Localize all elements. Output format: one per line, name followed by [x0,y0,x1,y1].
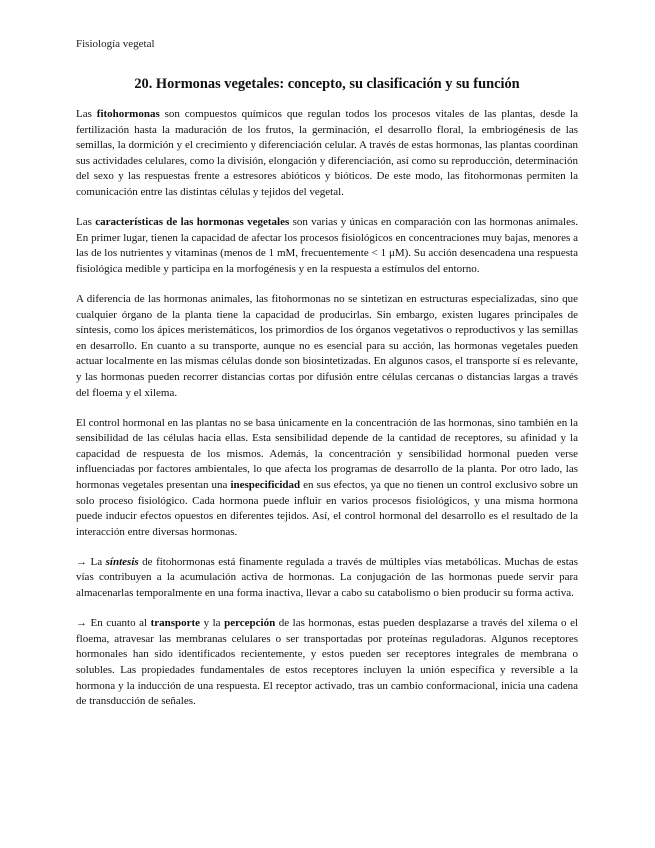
running-header: Fisiología vegetal [76,38,155,50]
bold-term-percepcion: percepción [224,617,276,630]
paragraph-text: A diferencia de las hormonas animales, las fitohormonas no se sintetizan en estructuras especializadas, sino que cualquier órgano de la planta tiene la capacidad de producirlas. Sin embargo, existen lugares principales de síntesis, como los ápices meristemáticos, los primordios de los órganos vegetativos o reproductivos y las semillas en desarrollo. En cuanto a su transporte, aunque no es esencial para su acción, las hormonas vegetales pueden actuar localmente en las mismas células donde son biosintetizadas. En algunos casos, el transporte sí es relevante, y las hormonas pueden recorrer distancias cortas por difusión entre células cercanas o distancias largas a través del floema y el xilema. [76,292,578,399]
bold-term-inespecificidad: inespecificidad [230,478,301,491]
bold-term-transporte: transporte [150,617,201,630]
paragraph-text: son varias y únicas en comparación con las hormonas animales. En primer lugar, tienen la capacidad de afectar los procesos fisiológicos en concentraciones muy bajas, menores a las de los nutrientes y vitaminas (menos de 1 mM, frecuentemente < 1 μM). Su acción desencadena una respuesta fisiológica medible y participa en la morfogénesis y en la respuesta a estímulos del entorno. [76,216,579,275]
paragraph-text: → La [76,555,106,568]
bold-term-sintesis: síntesis [105,555,139,568]
bold-term-fitohormonas: fitohormonas [96,108,160,120]
paragraph-text: → En cuanto al [76,617,151,630]
paragraph-transporte-percepcion [76,616,578,710]
paragraph-caracteristicas [76,215,578,277]
paragraph-sintesis-regulada [76,555,578,602]
paragraph-fitohormonas [76,107,578,201]
paragraph-text: son compuestos químicos que regulan todos los procesos vitales de las plantas, desde la fertilización hasta la maduración de los frutos, la germinación, el desarrollo floral, la embriogénesis de las semillas, la dormición y el crecimiento y diferenciación celular. A través de estas hormonas, las plantas coordinan sus actividades celulares, como la división, elongación y diferenciación, así como su reproducción, determinación del sexo y las respuestas frente a estresores abióticos y bióticos. De este modo, las fitohormonas permiten la comunicación entre las distintas células y tejidos del vegetal. [76,108,578,198]
paragraph-text: en sus efectos, ya que no tienen un control exclusivo sobre un solo proceso fisiológico. Cada hormona puede influir en varios procesos fisiológicos, y una misma hormona puede inducir efectos opuestos en diferentes tejidos. Así, el control hormonal del desarrollo es el resultado de la interacción entre diversas hormonas. [76,478,579,538]
paragraph-text: Las [76,216,96,229]
section-title: 20. Hormonas vegetales: concepto, su clasificación y su función [134,76,520,92]
paragraph-sintesis-lugares [76,292,578,401]
document-body [76,107,578,724]
paragraph-text: de fitohormonas está finamente regulada a través de múltiples vías metabólicas. Muchas de estas vías contribuyen a la acumulación activa de hormonas. La conjugación de las hormonas puede servir para almacenarlas temporalmente en una forma inactiva, llevar a cabo su catabolismo o bien producir su forma activa. [76,555,578,600]
paragraph-control-hormonal [76,416,578,541]
paragraph-text: El control hormonal en las plantas no se basa únicamente en la concentración de las hormonas, sino también en la sensibilidad de las células hacia ellas. Esta sensibilidad depende de la cantidad de receptores, su afinidad y la capacidad de respuesta de los mismos. Además, la concentración y sensibilidad hormonal pueden verse influenciadas por factores ambientales, lo que afecta los programas de desarrollo de la planta. Por otro lado, las hormonas vegetales presentan una [76,416,578,491]
bold-term-caracteristicas: características de las hormonas vegetales [95,216,290,229]
paragraph-text: y la [200,617,225,630]
paragraph-text: de las hormonas, estas pueden desplazarse a través del xilema o el floema, atravesar las membranas celulares o ser transportadas por proteínas reguladoras. Algunos receptores hormonales han sido identificados recientemente, y estos pueden ser receptores integrales de membrana o solubles. Las propiedades fundamentales de estos receptores incluyen la unión específica y reversible a la hormona y la inducción de una respuesta. El receptor activado, tras un cambio conformacional, inicia una cadena de transducción de señales. [76,617,579,708]
paragraph-text: Las [76,108,97,120]
